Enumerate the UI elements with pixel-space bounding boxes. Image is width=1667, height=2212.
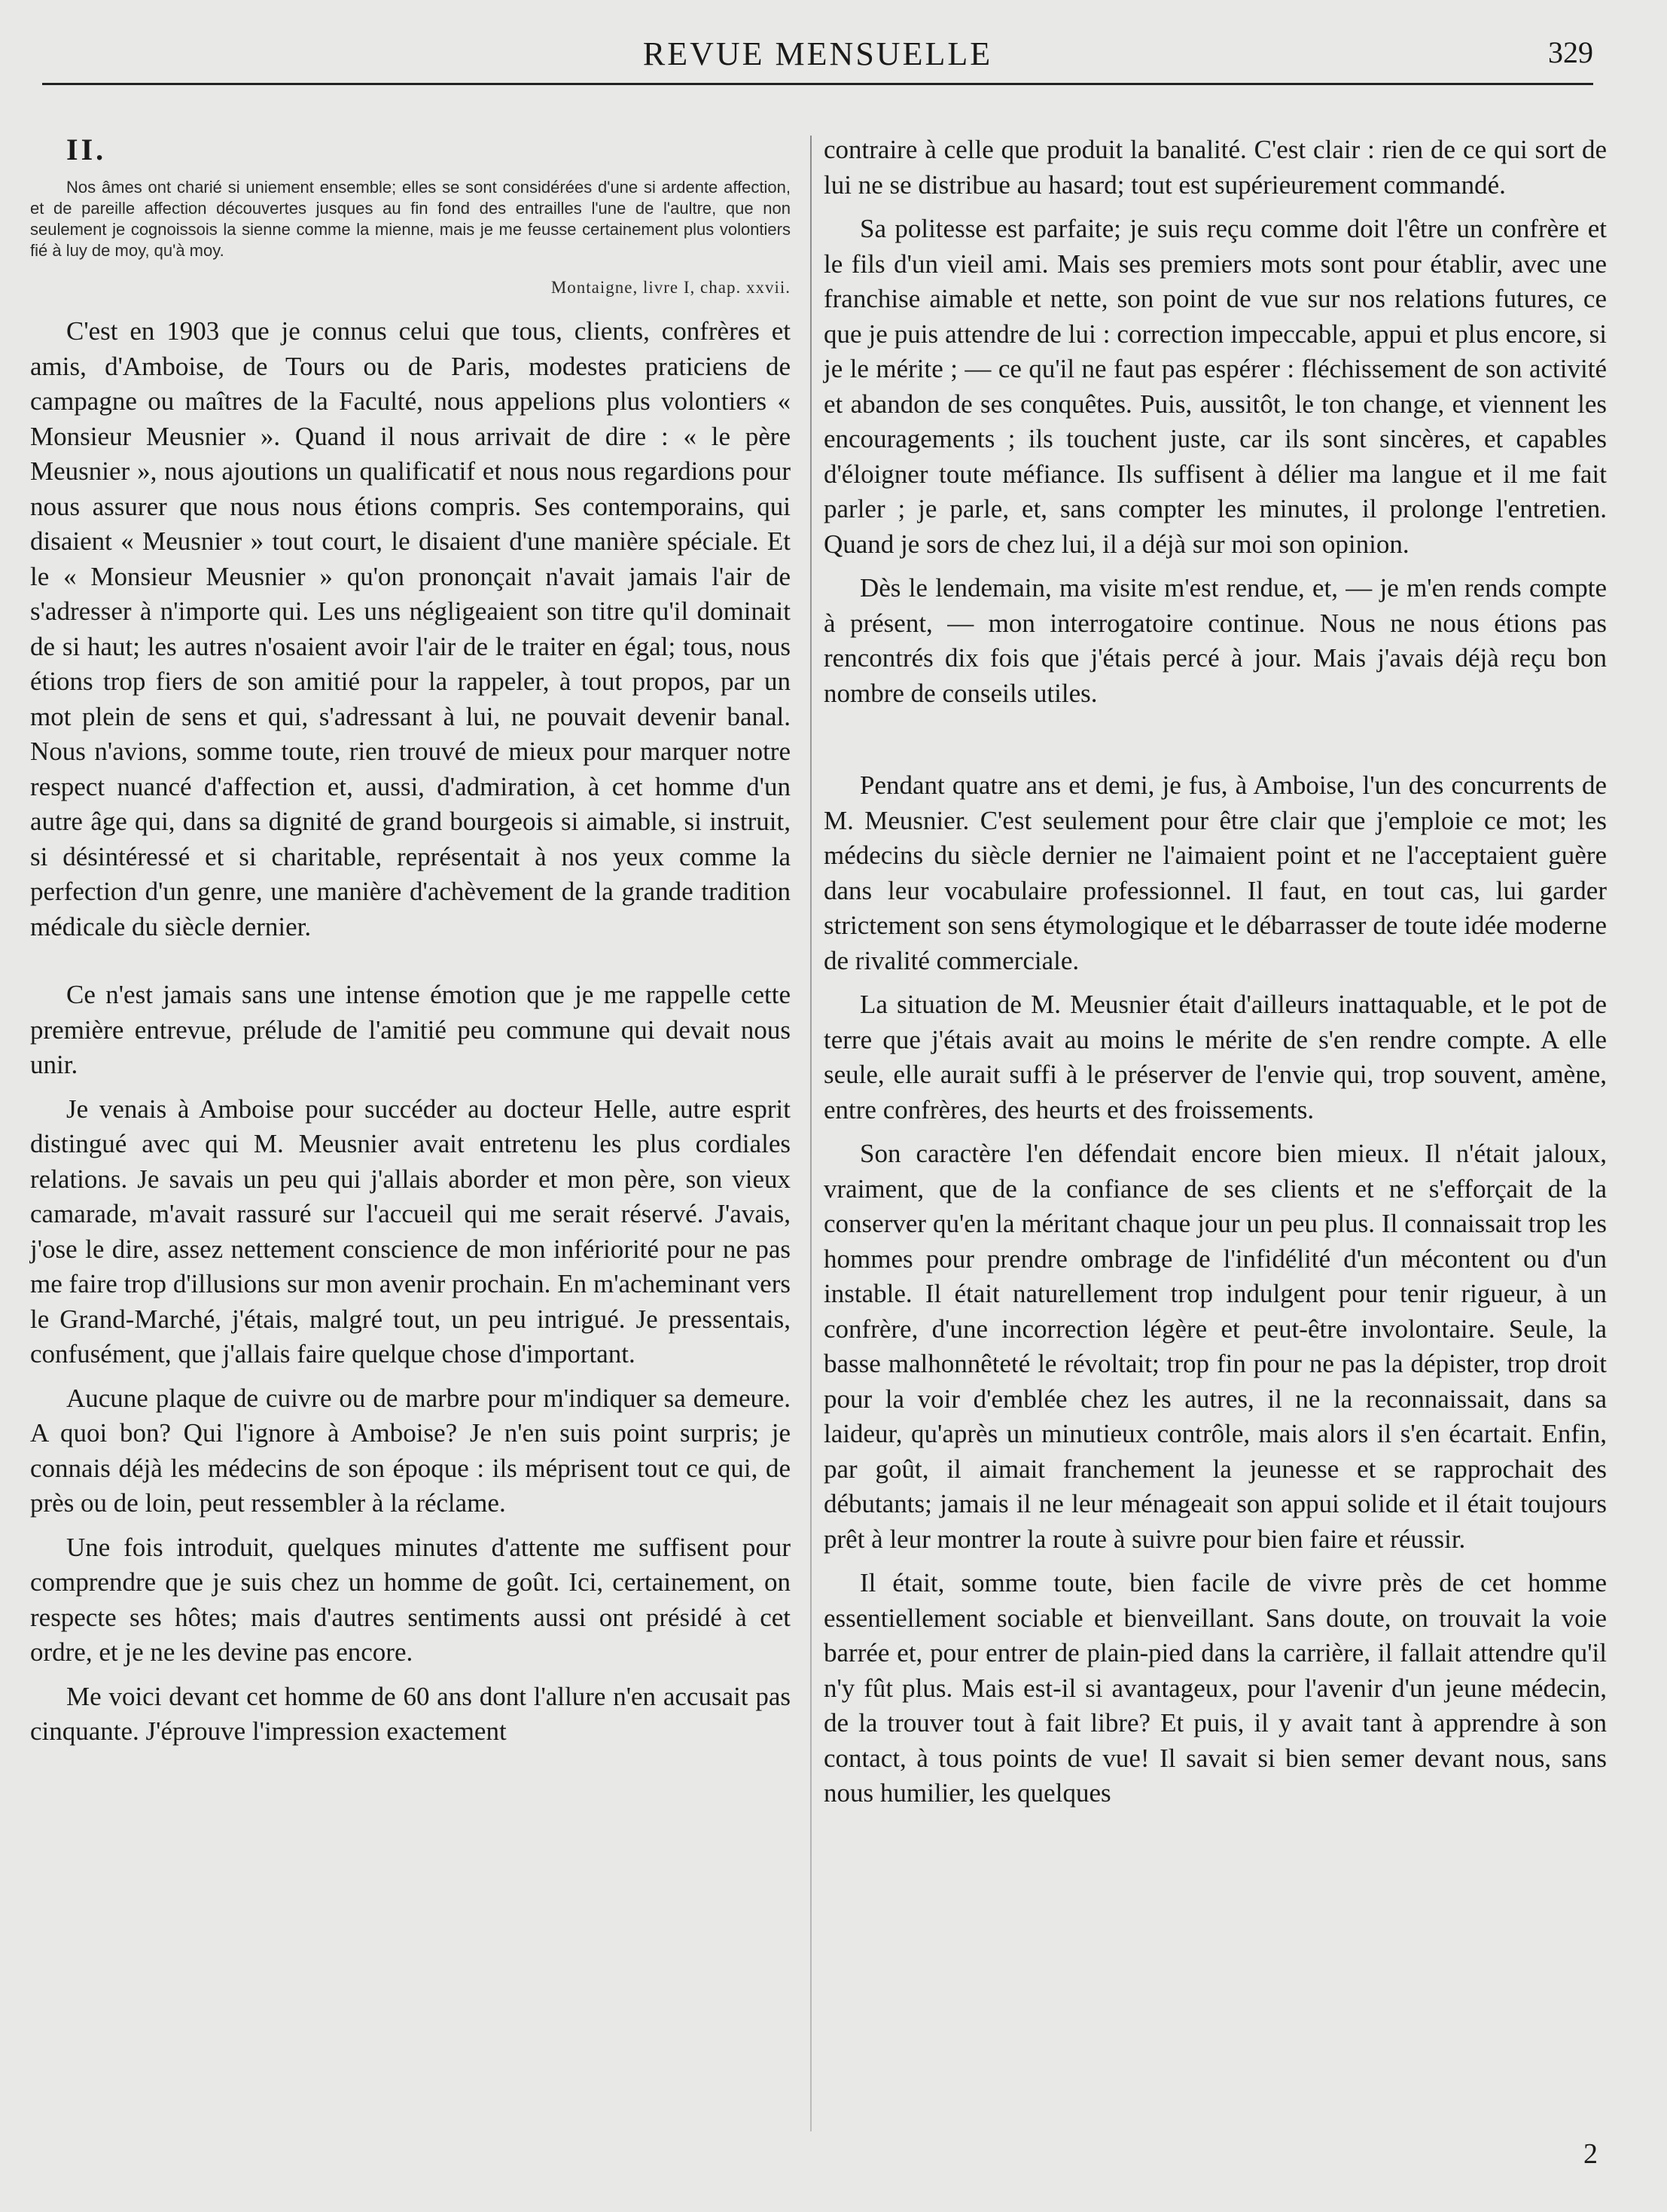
epigraph-attribution: Montaigne, livre I, chap. xxvii. [550,277,791,297]
running-head [42,30,1593,87]
paragraph: Aucune plaque de cuivre ou de marbre pour m'indiquer sa demeure. A quoi bon? Qui l'ignore à Amboise? Je n'en suis point surpris; je connais déjà les médecins de son époque : ils méprisent tout ce qui, de près ou de loin, peut ressembler à la réclame. [30,1383,791,1518]
signature-mark: 2 [1583,2138,1598,2170]
section-break [824,711,1607,768]
header-rule [42,83,1593,85]
paragraph: Son caractère l'en défendait encore bien mieux. Il n'était jaloux, vraiment, que de la confiance de ses clients et ne s'efforçait de la conserver qu'en la méritant chaque jour un peu plus. Il connaissait trop les hommes pour prendre ombrage de l'infidélité d'un mécontent ou d'un instable. Il était naturellement trop indulgent pour tenir rigueur, à un confrère, d'une incorrection légère et peut-être involontaire. Seule, la basse malhonnêteté le révoltait; trop fin pour ne pas la dépister, trop droit pour la voir d'emblée chez les autres, il ne la reconnaissait, dans sa laideur, qu'après un minutieux contrôle, mais alors il s'en écartait. Enfin, par goût, il aimait franchement la jeunesse et se rapprochait des débutants; jamais il ne leur ménageait son appui solide et il était toujours prêt à leur montrer la route à suivre pour bien faire et réussir. [824,1139,1607,1554]
paragraph: contraire à celle que produit la banalité. C'est clair : rien de ce qui sort de lui ne se distribue au hasard; tout est supérieurement commandé. [824,135,1607,200]
paragraph: Il était, somme toute, bien facile de vivre près de cet homme essentiellement sociable et bienveillant. Sans doute, on trouvait la voie barrée et, pour entrer de plain-pied dans la carrière, il fallait attendre qu'il n'y fût plus. Mais est-il si avantageux, pour l'avenir d'un jeune médecin, de la trouver tout à fait libre? Et puis, il y avait tant à apprendre à son contact, à tous points de vue! Il savait si bien semer devant nous, sans nous humilier, les quelques [824,1568,1607,1808]
running-title: REVUE MENSUELLE [642,35,993,72]
paragraph: Une fois introduit, quelques minutes d'attente me suffisent pour comprendre que je suis chez un homme de goût. Ici, certainement, on respecte ses hôtes; mais d'autres sentiments aussi ont présidé à cet ordre, et je ne les devine pas encore. [30,1532,791,1667]
epigraph: Nos âmes ont charié si uniement ensemble; elles se sont considérées d'une si ardente affection, et de pareille affection découvertes jusques au fin fond des entrailles l'une de l'aultre, que non seulement je cognoissois la sienne comme la mienne, mais je me feusse certainement plus volontiers fié à luy de moy, qu'à moy. [30,177,791,260]
paragraph: Dès le lendemain, ma visite m'est rendue, et, — je m'en rends compte à présent, — mon interrogatoire continue. Nous ne nous étions pas rencontrés dix fois que j'étais percé à jour. Mais j'avais déjà reçu bon nombre de conseils utiles. [824,573,1607,708]
paragraph-gap [30,944,791,978]
page-number: 329 [1548,35,1593,69]
paragraph: Pendant quatre ans et demi, je fus, à Amboise, l'un des concurrents de M. Meusnier. C'est seulement pour être clair que j'emploie ce mot; les médecins du siècle dernier ne l'aimaient point et ne l'acceptaient guère dans leur vocabulaire professionnel. Il faut, en tout cas, lui garder strictement son sens étymologique et le débarrasser de toute idée moderne de rivalité commerciale. [824,770,1607,975]
paragraph: Ce n'est jamais sans une intense émotion que je me rappelle cette première entrevue, prélude de l'amitié peu commune qui devait nous unir. [30,980,791,1079]
section-number: II. [66,133,107,166]
column-divider [810,136,812,2131]
paragraph: Me voici devant cet homme de 60 ans dont l'allure n'en accusait pas cinquante. J'éprouve l'impression exactement [30,1681,791,1746]
paragraph: C'est en 1903 que je connus celui que tous, clients, confrères et amis, d'Amboise, de Tours ou de Paris, modestes praticiens de campagne ou maîtres de la Faculté, nous appelions plus volontiers « Monsieur Meusnier ». Quand il nous arrivait de dire : « le père Meusnier », nous ajoutions un qualificatif et nous nous regardions pour nous assurer que nous nous étions compris. Ses contemporains, qui disaient « Meusnier » tout court, le disaient d'une manière spéciale. Et le « Monsieur Meusnier » qu'on prononçait n'avait jamais l'air de s'adresser à n'importe qui. Les uns négligeaient son titre qu'il dominait de si haut; les autres n'osaient avoir l'air de le traiter en égal; tous, nous étions trop fiers de son amitié pour la rappeler, à tout propos, par un mot plein de sens et qui, s'adressant à lui, ne pouvait devenir banal. Nous n'avions, somme toute, rien trouvé de mieux pour marquer notre respect nuancé d'affection et, aussi, d'admiration, à cet homme d'un autre âge qui, dans sa dignité de grand bourgeois si aimable, si instruit, si désintéressé et si charitable, représentait à nos yeux comme la perfection d'un genre, une manière d'achèvement de la grande tradition médicale du siècle dernier. [30,316,791,941]
left-column [30,133,791,1750]
paragraph: Sa politesse est parfaite; je suis reçu comme doit l'être un confrère et le fils d'un vieil ami. Mais ses premiers mots sont pour établir, avec une franchise aimable et nette, son point de vue sur nos relations futures, ce que je puis attendre de lui : correction impeccable, appui et plus encore, si je le mérite ; — ce qu'il ne faut pas espérer : fléchissement de son activité et abandon de ses conquêtes. Puis, aussitôt, le ton change, et viennent les encouragements ; ils touchent juste, car ils sont sincères, et capables d'éloigner toute méfiance. Ils suffisent à délier ma langue et il me fait parler ; je parle, et, sans compter les minutes, il prolonge l'entretien. Quand je sors de chez lui, il a déjà sur moi son opinion. [824,214,1607,559]
paragraph: La situation de M. Meusnier était d'ailleurs inattaquable, et le pot de terre que j'étais avait au moins le mérite de s'en rendre compte. A elle seule, elle aurait suffi à le préserver de l'envie qui, trop souvent, amène, entre confrères, des heurts et des froissements. [824,990,1607,1124]
paragraph: Je venais à Amboise pour succéder au docteur Helle, autre esprit distingué avec qui M. Meusnier avait entretenu les plus cordiales relations. Je savais un peu qui j'allais aborder et mon père, son vieux camarade, m'avait rassuré sur l'accueil qui me serait réservé. J'avais, j'ose le dire, assez nettement conscience de mon infériorité pour ne pas me faire trop d'illusions sur mon avenir prochain. En m'acheminant vers le Grand-Marché, j'étais, malgré tout, un peu intrigué. Je pressentais, confusément, que j'allais faire quelque chose d'important. [30,1094,791,1368]
right-column [824,133,1607,1811]
